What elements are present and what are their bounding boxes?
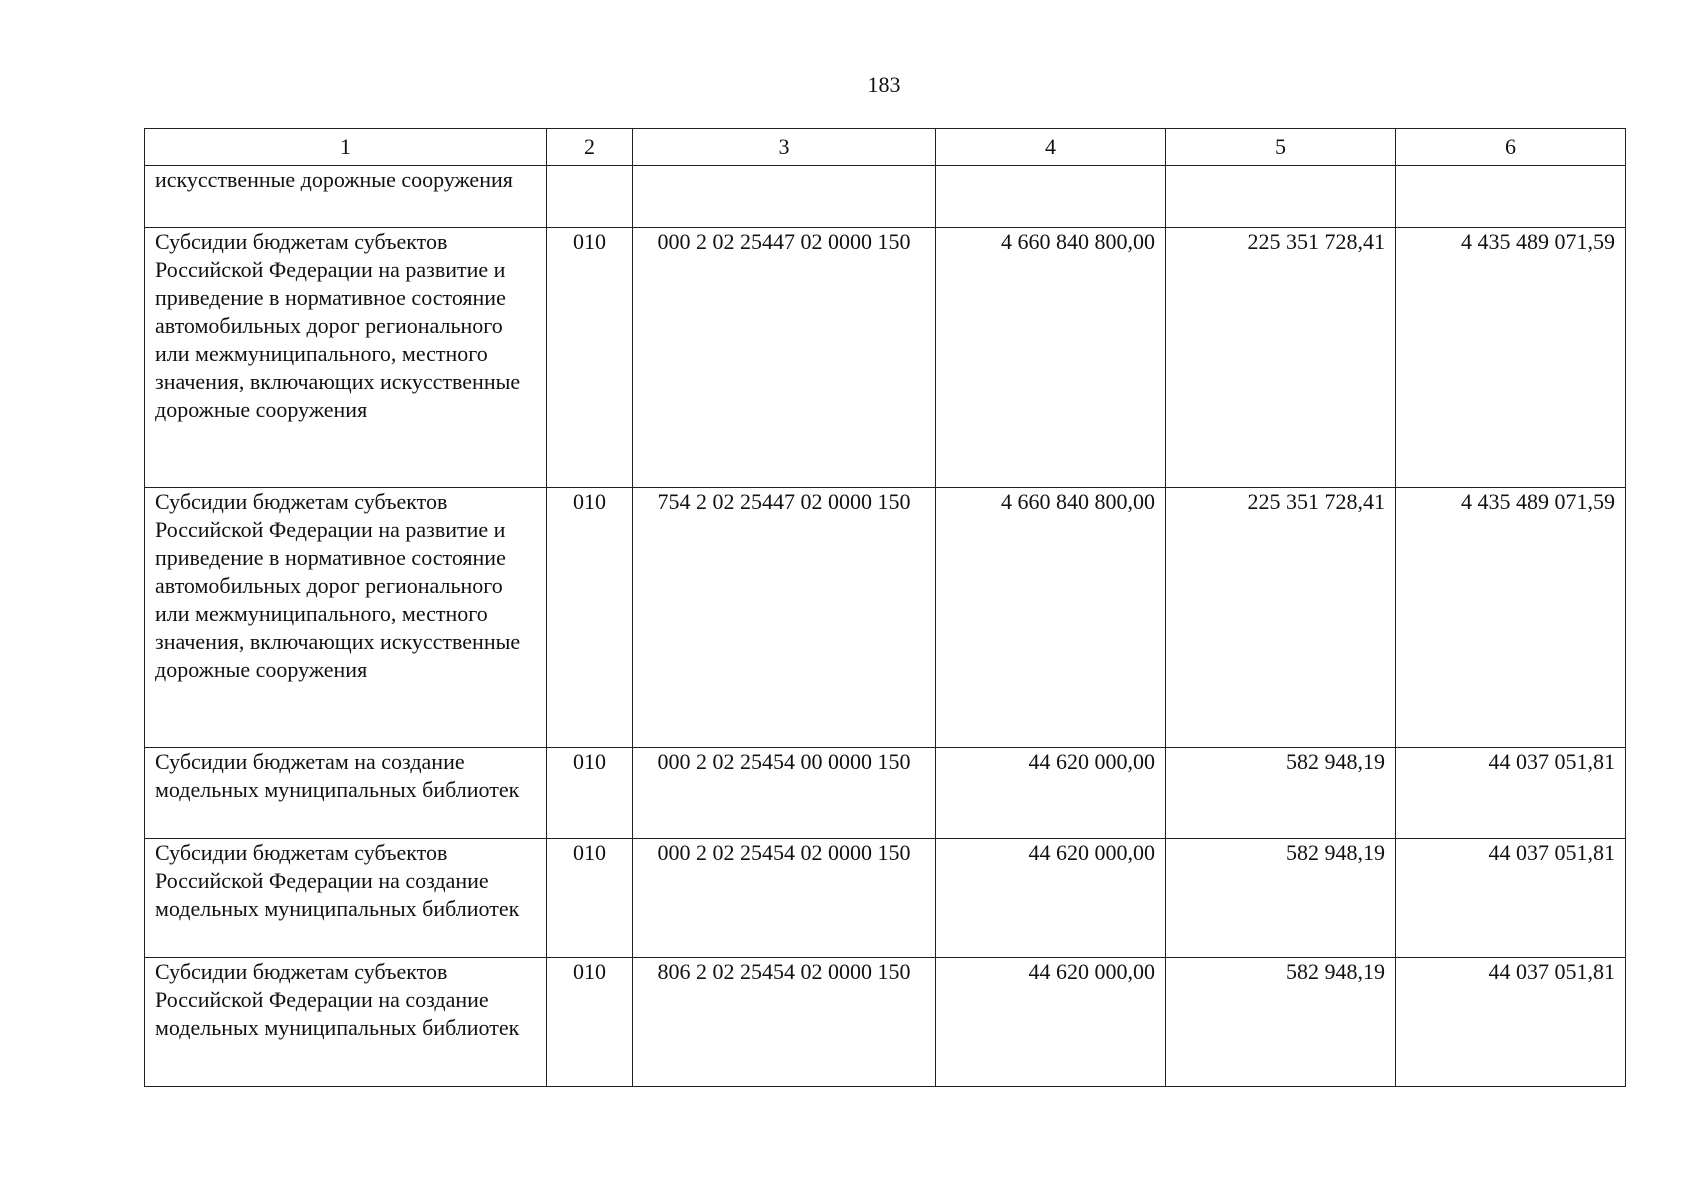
budget-table (144, 128, 1626, 1087)
row-name: искусственные дорожные сооружения (145, 166, 547, 228)
row-name: Субсидии бюджетам субъектов Российской Федерации на развитие и приведение в нормативное состояние автомобильных дорог регионального или межмуниципального, местного значения, включающих искусственные дорожные сооружения (145, 488, 547, 748)
column-header-6: 6 (1396, 129, 1626, 166)
row-col4: 4 660 840 800,00 (936, 228, 1166, 488)
row-kbk: 806 2 02 25454 02 0000 150 (633, 958, 936, 1087)
row-col5: 225 351 728,41 (1166, 488, 1396, 748)
row-col6: 44 037 051,81 (1396, 958, 1626, 1087)
row-col4: 44 620 000,00 (936, 839, 1166, 958)
page-number: 183 (867, 72, 901, 97)
table-row (145, 958, 1626, 1087)
column-header-2: 2 (547, 129, 633, 166)
row-code: 010 (547, 748, 633, 839)
row-name: Субсидии бюджетам субъектов Российской Федерации на создание модельных муниципальных библиотек (145, 839, 547, 958)
table-row (145, 228, 1626, 488)
row-code: 010 (547, 839, 633, 958)
row-col5: 225 351 728,41 (1166, 228, 1396, 488)
column-header-4: 4 (936, 129, 1166, 166)
row-kbk: 754 2 02 25447 02 0000 150 (633, 488, 936, 748)
row-col5: 582 948,19 (1166, 958, 1396, 1087)
row-name: Субсидии бюджетам субъектов Российской Федерации на создание модельных муниципальных библиотек (145, 958, 547, 1087)
row-kbk: 000 2 02 25454 00 0000 150 (633, 748, 936, 839)
row-name: Субсидии бюджетам субъектов Российской Федерации на развитие и приведение в нормативное состояние автомобильных дорог регионального или межмуниципального, местного значения, включающих искусственные дорожные сооружения (145, 228, 547, 488)
row-code: 010 (547, 958, 633, 1087)
row-col6: 44 037 051,81 (1396, 748, 1626, 839)
row-kbk: 000 2 02 25454 02 0000 150 (633, 839, 936, 958)
row-kbk: 000 2 02 25447 02 0000 150 (633, 228, 936, 488)
row-col5: 582 948,19 (1166, 748, 1396, 839)
table-row (145, 839, 1626, 958)
row-col5: 582 948,19 (1166, 839, 1396, 958)
row-col4 (936, 166, 1166, 228)
row-kbk (633, 166, 936, 228)
row-col6: 4 435 489 071,59 (1396, 488, 1626, 748)
row-name: Субсидии бюджетам на создание модельных муниципальных библиотек (145, 748, 547, 839)
table-row (145, 748, 1626, 839)
row-col6 (1396, 166, 1626, 228)
row-col4: 44 620 000,00 (936, 748, 1166, 839)
header-row (145, 129, 1626, 166)
column-header-5: 5 (1166, 129, 1396, 166)
row-code: 010 (547, 488, 633, 748)
row-col4: 44 620 000,00 (936, 958, 1166, 1087)
table-row (145, 166, 1626, 228)
column-header-1: 1 (145, 129, 547, 166)
row-col5 (1166, 166, 1396, 228)
column-header-3: 3 (633, 129, 936, 166)
row-code: 010 (547, 228, 633, 488)
row-col6: 44 037 051,81 (1396, 839, 1626, 958)
row-col4: 4 660 840 800,00 (936, 488, 1166, 748)
table-row (145, 488, 1626, 748)
row-col6: 4 435 489 071,59 (1396, 228, 1626, 488)
row-code (547, 166, 633, 228)
